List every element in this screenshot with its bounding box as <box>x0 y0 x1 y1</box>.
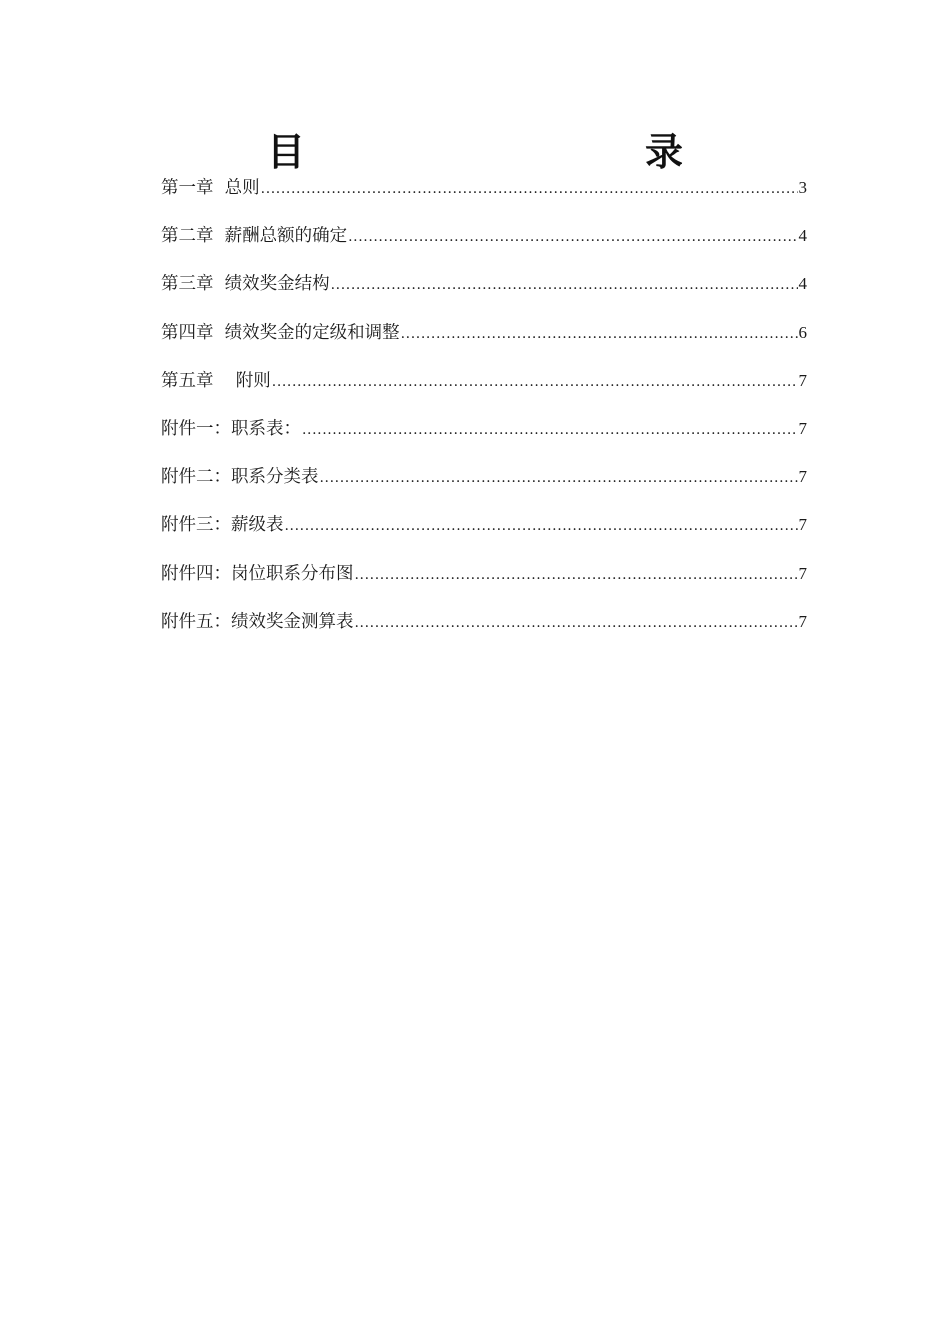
dot-leader <box>348 223 797 251</box>
toc-entry-label: 第一章 总则 <box>161 178 260 198</box>
toc-entry-appendix-5[interactable] <box>161 608 807 656</box>
toc-entry-appendix-3[interactable] <box>161 511 807 559</box>
toc-entry-label: 附件一：职系表： <box>161 418 301 439</box>
toc-title: 目 录 <box>266 130 771 174</box>
toc-entry-chapter-4[interactable] <box>161 319 807 367</box>
toc-entry-page-number: 7 <box>798 611 807 631</box>
dot-leader <box>355 609 798 637</box>
toc-entry-page-number: 7 <box>798 563 807 583</box>
toc-entry-label: 第二章 薪酬总额的确定 <box>161 226 348 247</box>
toc-entry-label: 附件三：薪级表 <box>161 515 284 536</box>
toc-entry-label: 第三章 绩效奖金结构 <box>161 274 330 295</box>
dot-leader <box>355 561 798 589</box>
dot-leader <box>261 175 798 203</box>
toc-entry-page-number: 6 <box>798 322 807 342</box>
toc-entry-page-number: 7 <box>798 467 807 487</box>
toc-entry-appendix-4[interactable] <box>161 560 807 608</box>
toc-list <box>161 174 807 656</box>
toc-entry-page-number: 4 <box>798 274 807 294</box>
toc-entry-label: 附件四：岗位职系分布图 <box>161 563 354 584</box>
toc-entry-page-number: 4 <box>798 226 807 246</box>
toc-entry-label: 第四章 绩效奖金的定级和调整 <box>161 322 400 343</box>
dot-leader <box>401 320 798 348</box>
dot-leader <box>302 416 798 444</box>
toc-entry-page-number: 3 <box>798 178 807 197</box>
toc-entry-chapter-2[interactable] <box>161 222 807 270</box>
dot-leader <box>331 271 798 299</box>
toc-entry-appendix-1[interactable] <box>161 415 807 463</box>
toc-entry-label: 附件五：绩效奖金测算表 <box>161 611 354 632</box>
toc-entry-label: 第五章 附则 <box>161 370 271 391</box>
toc-entry-page-number: 7 <box>798 418 807 438</box>
dot-leader <box>285 512 798 540</box>
toc-entry-page-number: 7 <box>798 370 807 390</box>
toc-entry-appendix-2[interactable] <box>161 463 807 511</box>
toc-entry-chapter-3[interactable] <box>161 270 807 318</box>
toc-entry-page-number: 7 <box>798 515 807 535</box>
dot-leader <box>320 464 798 492</box>
dot-leader <box>272 368 798 396</box>
toc-entry-label: 附件二：职系分类表 <box>161 467 319 488</box>
toc-entry-chapter-1[interactable] <box>161 174 807 222</box>
toc-entry-chapter-5[interactable] <box>161 367 807 415</box>
